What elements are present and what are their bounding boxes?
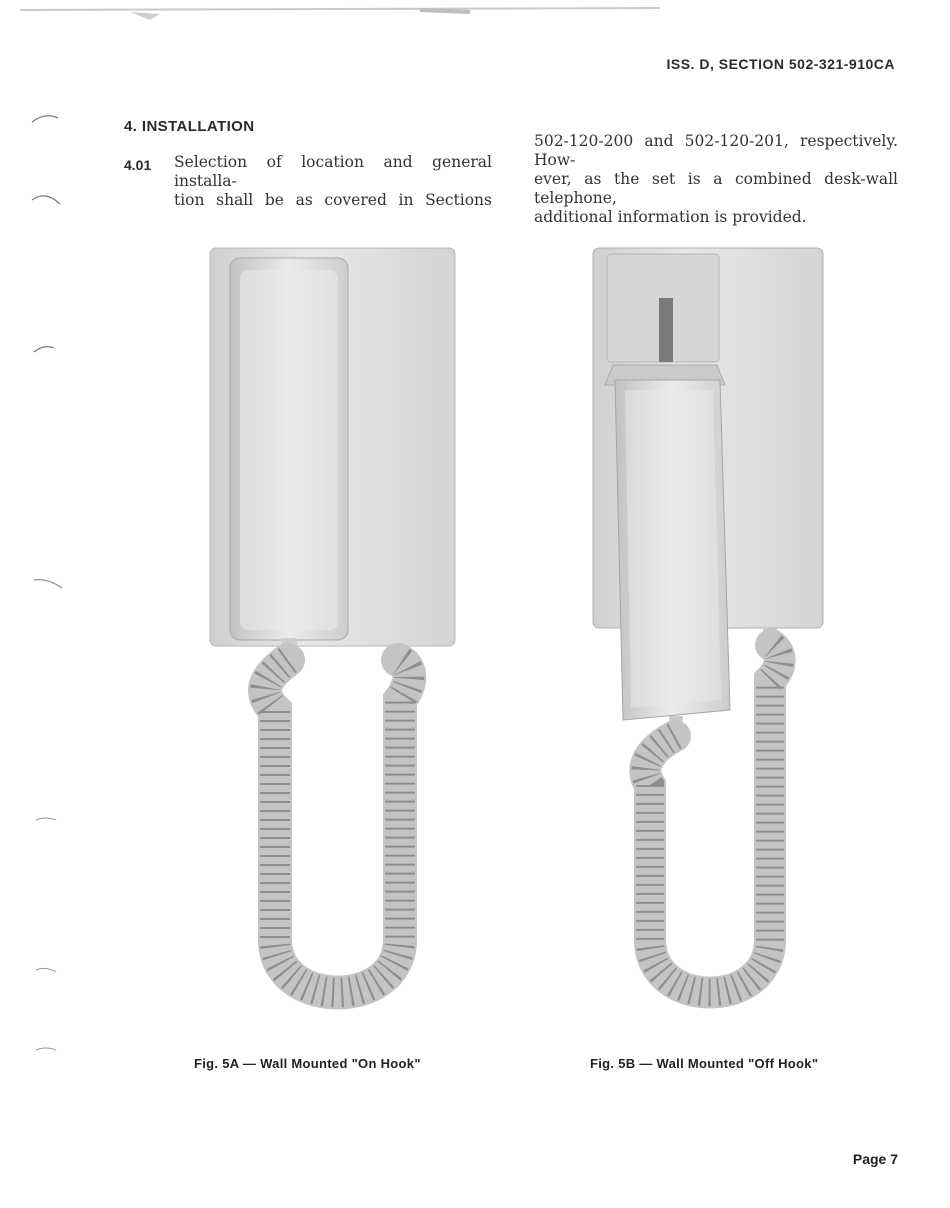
- paragraph-line: 502-120-200 and 502-120-201, respectively. How-: [534, 132, 898, 169]
- paragraph-left-column: [174, 153, 492, 210]
- scan-edge-mark: [0, 0, 950, 30]
- page-number: Page 7: [852, 1151, 898, 1167]
- paragraph-line: Selection of location and general installa-: [174, 153, 492, 190]
- document-section-reference: ISS. D, SECTION 502-321-910CA: [666, 56, 895, 72]
- paragraph-line: tion shall be as covered in Sections: [174, 191, 492, 209]
- figure-5b-caption: Fig. 5B — Wall Mounted "Off Hook": [590, 1056, 819, 1071]
- paragraph-line: ever, as the set is a combined desk-wall telephone,: [534, 170, 898, 207]
- paragraph-number: 4.01: [124, 157, 152, 173]
- wall-telephone-on-hook-icon: [200, 240, 465, 1010]
- paragraph-right-column: [534, 132, 898, 227]
- paragraph-line: additional information is provided.: [534, 208, 807, 226]
- wall-telephone-off-hook-icon: [585, 240, 835, 1010]
- figure-5a-caption: Fig. 5A — Wall Mounted "On Hook": [194, 1056, 421, 1071]
- binder-hole-marks: [30, 100, 70, 1200]
- section-heading: 4. INSTALLATION: [124, 118, 255, 135]
